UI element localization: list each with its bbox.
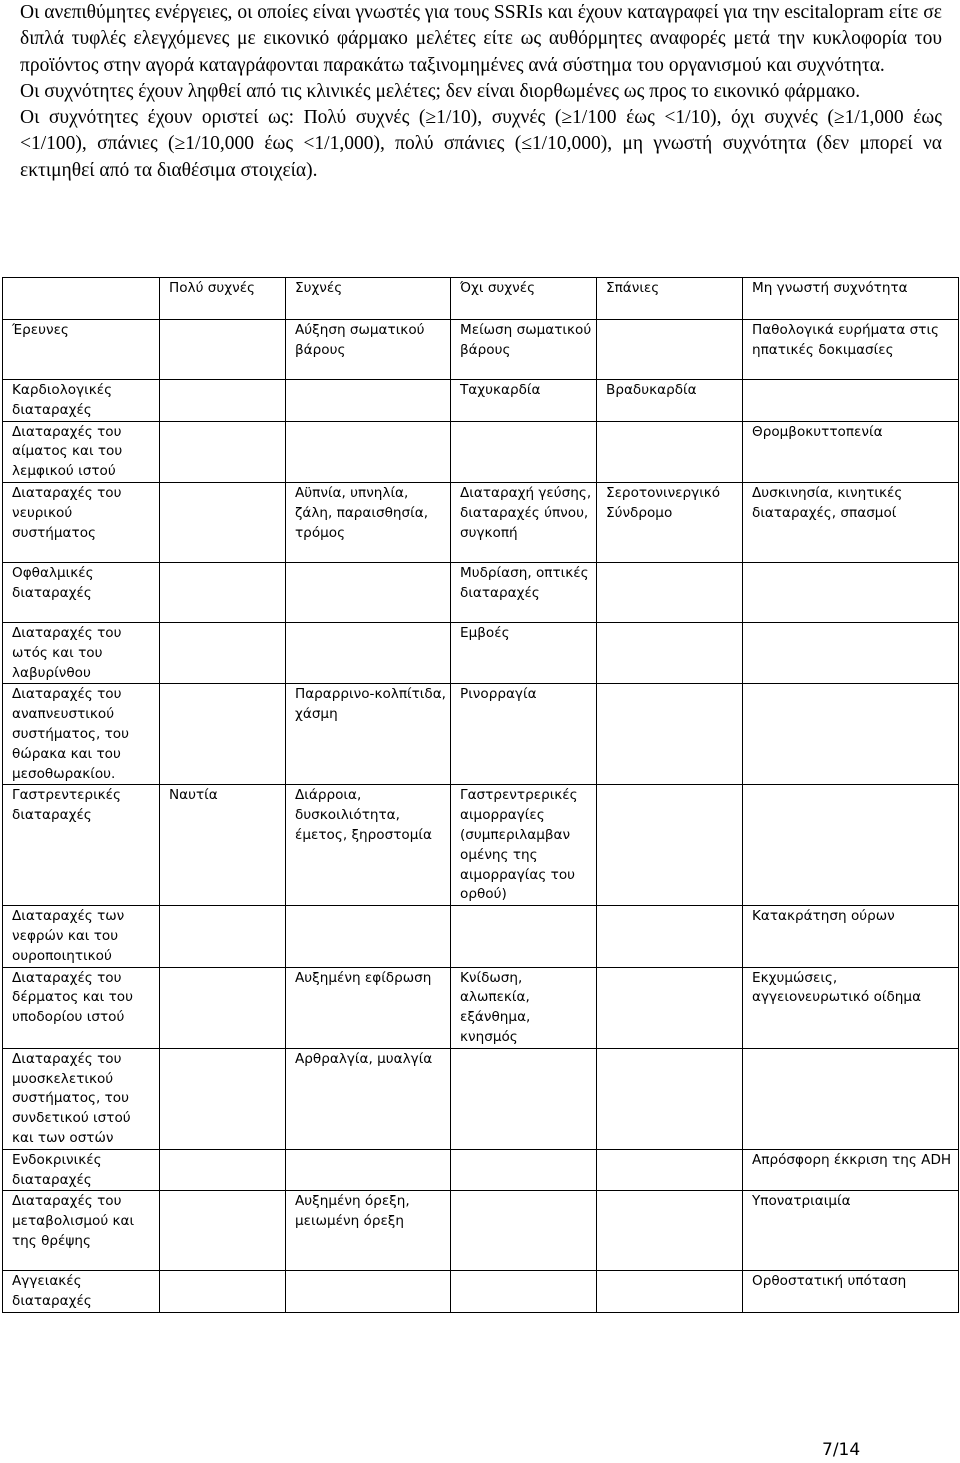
table-header-row xyxy=(3,278,959,320)
common-cell xyxy=(286,380,451,422)
unknown-frequency-cell xyxy=(743,785,959,906)
common-cell: Αυξημένη όρεξη, μειωμένη όρεξη xyxy=(286,1191,451,1271)
unknown-frequency-cell: Ορθοστατική υπόταση xyxy=(743,1271,959,1313)
common-cell xyxy=(286,622,451,683)
unknown-frequency-cell: Απρόσφορη έκκριση της ADH xyxy=(743,1149,959,1191)
table-row xyxy=(3,785,959,906)
uncommon-cell: Ταχυκαρδία xyxy=(451,380,597,422)
header-cell: Συχνές xyxy=(286,278,451,320)
common-cell xyxy=(286,1149,451,1191)
system-cell: Καρδιολογικές διαταραχές xyxy=(3,380,160,422)
rare-cell xyxy=(597,562,743,622)
very-common-cell xyxy=(160,1271,286,1313)
unknown-frequency-cell: Παθολογικά ευρήματα στις ηπατικές δοκιμασίες xyxy=(743,320,959,380)
uncommon-cell xyxy=(451,906,597,967)
very-common-cell xyxy=(160,1048,286,1149)
header-cell: Πολύ συχνές xyxy=(160,278,286,320)
common-cell: Αρθραλγία, μυαλγία xyxy=(286,1048,451,1149)
rare-cell xyxy=(597,785,743,906)
very-common-cell xyxy=(160,622,286,683)
system-cell: Διαταραχές του μεταβολισμού και της θρέψης xyxy=(3,1191,160,1271)
system-cell: Έρευνες xyxy=(3,320,160,380)
rare-cell xyxy=(597,320,743,380)
uncommon-cell: Κνίδωση, αλωπεκία, εξάνθημα, κνησμός xyxy=(451,967,597,1048)
system-cell: Διαταραχές του αναπνευστικού συστήματος, του θώρακα και του μεσοθωρακίου. xyxy=(3,684,160,785)
intro-paragraph: Οι συχνότητες έχουν ληφθεί από τις κλινικές μελέτες; δεν είναι διορθωμένες ως προς το εικονικό φάρμακο. xyxy=(20,80,861,102)
table-row xyxy=(3,1149,959,1191)
unknown-frequency-cell: Εκχυμώσεις, αγγειονευρωτικό οίδημα xyxy=(743,967,959,1048)
rare-cell xyxy=(597,1191,743,1271)
uncommon-cell xyxy=(451,421,597,482)
header-cell xyxy=(3,278,160,320)
rare-cell xyxy=(597,906,743,967)
very-common-cell xyxy=(160,1149,286,1191)
very-common-cell xyxy=(160,1191,286,1271)
uncommon-cell: Μυδρίαση, οπτικές διαταραχές xyxy=(451,562,597,622)
unknown-frequency-cell xyxy=(743,684,959,785)
uncommon-cell: Γαστρεντρερικές αιμορραγίες (συμπεριλαμβαν ομένης της αιμορραγίας του ορθού) xyxy=(451,785,597,906)
unknown-frequency-cell xyxy=(743,380,959,422)
unknown-frequency-cell: Θρομβοκυττοπενία xyxy=(743,421,959,482)
table-row xyxy=(3,622,959,683)
uncommon-cell xyxy=(451,1149,597,1191)
uncommon-cell xyxy=(451,1271,597,1313)
uncommon-cell: Μείωση σωματικού βάρους xyxy=(451,320,597,380)
rare-cell xyxy=(597,684,743,785)
uncommon-cell xyxy=(451,1191,597,1271)
adverse-reactions-tbody xyxy=(3,278,959,1313)
table-row xyxy=(3,1271,959,1313)
unknown-frequency-cell xyxy=(743,622,959,683)
common-cell xyxy=(286,421,451,482)
rare-cell xyxy=(597,967,743,1048)
unknown-frequency-cell: Δυσκινησία, κινητικές διαταραχές, σπασμοί xyxy=(743,482,959,562)
table-row xyxy=(3,320,959,380)
very-common-cell xyxy=(160,482,286,562)
adverse-reactions-table xyxy=(2,277,959,1313)
table-row xyxy=(3,684,959,785)
page-number: 7/14 xyxy=(822,1440,861,1460)
header-cell: Μη γνωστή συχνότητα xyxy=(743,278,959,320)
system-cell: Ενδοκρινικές διαταραχές xyxy=(3,1149,160,1191)
very-common-cell xyxy=(160,562,286,622)
common-cell xyxy=(286,562,451,622)
very-common-cell xyxy=(160,380,286,422)
very-common-cell xyxy=(160,421,286,482)
table-row xyxy=(3,967,959,1048)
table-row xyxy=(3,482,959,562)
common-cell: Αυξημένη εφίδρωση xyxy=(286,967,451,1048)
intro-paragraph: Οι ανεπιθύμητες ενέργειες, οι οποίες είναι γνωστές για τους SSRIs και έχουν καταγραφεί για την escitalopram είτε σε διπλά τυφλές ελεγχόμενες με εικονικό φάρμακο μελέτες είτε ως αυθόρμητες αναφορές μετά την κυκλοφορία του προϊόντος στην αγορά καταγράφονται παρακάτω ταξινομημένες ανά σύστημα του οργανισμού και συχνότητα. xyxy=(20,2,942,76)
table-row xyxy=(3,1191,959,1271)
common-cell: Διάρροια, δυσκοιλιότητα, έμετος, ξηροστομία xyxy=(286,785,451,906)
rare-cell xyxy=(597,421,743,482)
table-row xyxy=(3,562,959,622)
system-cell: Αγγειακές διαταραχές xyxy=(3,1271,160,1313)
common-cell xyxy=(286,906,451,967)
header-cell: Όχι συχνές xyxy=(451,278,597,320)
very-common-cell xyxy=(160,684,286,785)
rare-cell: Βραδυκαρδία xyxy=(597,380,743,422)
very-common-cell: Ναυτία xyxy=(160,785,286,906)
system-cell: Διαταραχές του αίματος και του λεμφικού ιστού xyxy=(3,421,160,482)
unknown-frequency-cell xyxy=(743,1048,959,1149)
unknown-frequency-cell xyxy=(743,562,959,622)
system-cell: Διαταραχές του δέρματος και του υποδορίου ιστού xyxy=(3,967,160,1048)
common-cell: Αϋπνία, υπνηλία, ζάλη, παραισθησία, τρόμος xyxy=(286,482,451,562)
unknown-frequency-cell: Υπονατριαιμία xyxy=(743,1191,959,1271)
very-common-cell xyxy=(160,906,286,967)
rare-cell xyxy=(597,1271,743,1313)
common-cell: Παραρρινο-κολπίτιδα, χάσμη xyxy=(286,684,451,785)
common-cell: Αύξηση σωματικού βάρους xyxy=(286,320,451,380)
rare-cell xyxy=(597,1048,743,1149)
unknown-frequency-cell: Κατακράτηση ούρων xyxy=(743,906,959,967)
rare-cell: Σεροτονινεργικό Σύνδρομο xyxy=(597,482,743,562)
system-cell: Διαταραχές των νεφρών και του ουροποιητικού xyxy=(3,906,160,967)
intro-text xyxy=(20,0,942,184)
rare-cell xyxy=(597,622,743,683)
rare-cell xyxy=(597,1149,743,1191)
very-common-cell xyxy=(160,967,286,1048)
uncommon-cell xyxy=(451,1048,597,1149)
table-row xyxy=(3,906,959,967)
system-cell: Οφθαλμικές διαταραχές xyxy=(3,562,160,622)
system-cell: Διαταραχές του μυοσκελετικού συστήματος, του συνδετικού ιστού και των οστών xyxy=(3,1048,160,1149)
uncommon-cell: Εμβοές xyxy=(451,622,597,683)
table-row xyxy=(3,1048,959,1149)
system-cell: Διαταραχές του νευρικού συστήματος xyxy=(3,482,160,562)
system-cell: Γαστρεντερικές διαταραχές xyxy=(3,785,160,906)
very-common-cell xyxy=(160,320,286,380)
header-cell: Σπάνιες xyxy=(597,278,743,320)
common-cell xyxy=(286,1271,451,1313)
uncommon-cell: Ρινορραγία xyxy=(451,684,597,785)
table-row xyxy=(3,421,959,482)
intro-paragraph: Οι συχνότητες έχουν οριστεί ως: Πολύ συχνές (≥1/10), συχνές (≥1/100 έως <1/10), όχι συχνές (≥1/1,000 έως <1/100), σπάνιες (≥1/10,000 έως <1/1,000), πολύ σπάνιες (≤1/10,000), μη γνωστή συχνότητα (δεν μπορεί να εκτιμηθεί από τα διαθέσιμα στοιχεία). xyxy=(20,107,942,181)
system-cell: Διαταραχές του ωτός και του λαβυρίνθου xyxy=(3,622,160,683)
uncommon-cell: Διαταραχή γεύσης, διαταραχές ύπνου, συγκοπή xyxy=(451,482,597,562)
table-row xyxy=(3,380,959,422)
